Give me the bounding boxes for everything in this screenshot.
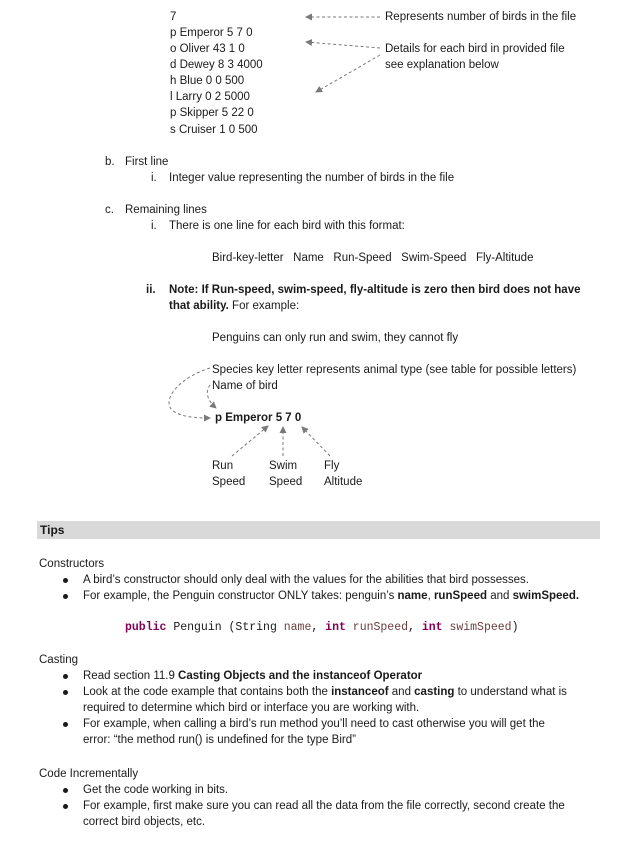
section-b-title: First line	[125, 156, 169, 168]
casting-bullet-1	[83, 669, 422, 683]
bullet-icon	[63, 674, 68, 679]
param-runspeed: runSpeed	[352, 621, 409, 634]
bold-name: name	[397, 590, 428, 602]
text: and	[487, 590, 513, 602]
section-b-marker: b.	[105, 156, 115, 168]
run-label-1: Run	[212, 460, 234, 472]
bullet-icon	[63, 804, 68, 809]
species-label: Species key letter represents animal type (see table for possible letters)	[212, 364, 577, 376]
section-b-sub-text: Integer value representing the number of birds in the file	[169, 172, 455, 184]
arrow-species-curve	[169, 368, 210, 418]
code-part: ,	[311, 621, 326, 634]
casting-bullet-2	[83, 685, 567, 699]
run-label-2: Speed	[212, 476, 246, 488]
bullet-icon	[63, 690, 68, 695]
arrow-details-2	[316, 55, 380, 92]
sample-line: p Emperor 5 7 0	[170, 27, 253, 39]
kw-int: int	[421, 621, 443, 634]
param-name: name	[283, 621, 312, 634]
bold-runspeed: runSpeed	[433, 590, 487, 602]
section-c-sub1-marker: i.	[151, 220, 157, 232]
text: ,	[427, 590, 434, 602]
kw-public: public	[125, 621, 167, 634]
note-rest: For example:	[228, 300, 300, 312]
bullet-icon	[63, 578, 68, 583]
format-line: Bird-key-letter Name Run-Speed Swim-Speed Fly-Altitude	[212, 252, 534, 264]
section-c-marker: c.	[105, 204, 114, 216]
incremental-bullet-1: Get the code working in bits.	[83, 784, 229, 796]
incremental-heading: Code Incrementally	[39, 768, 139, 780]
note-line-1: Note: If Run-speed, swim-speed, fly-altitude is zero then bird does not have	[169, 284, 581, 296]
annotation-count: Represents number of birds in the file	[385, 11, 577, 23]
swim-label-1: Swim	[269, 460, 298, 472]
fly-label-1: Fly	[324, 460, 340, 472]
casting-bullet-2-line-2: required to determine which bird or interface you are working with.	[83, 702, 420, 714]
arrow-details-1	[306, 42, 380, 48]
text: Look at the code example that contains both the	[83, 686, 332, 698]
tips-title: Tips	[40, 523, 65, 537]
kw-int: int	[325, 621, 346, 634]
constructors-heading: Constructors	[39, 558, 105, 570]
sample-line: o Oliver 43 1 0	[170, 43, 245, 55]
text: and	[388, 686, 415, 698]
bullet-icon	[63, 594, 68, 599]
sample-line: h Blue 0 0 500	[170, 75, 245, 87]
casting-bullet-3: For example, when calling a bird’s run method you’ll need to cast otherwise you will get the	[83, 718, 545, 730]
code-part: ,	[408, 621, 422, 634]
bold-section-title: Casting Objects and the instanceof Operator	[178, 670, 423, 682]
section-c-sub1-text: There is one line for each bird with this format:	[169, 220, 405, 232]
sample-line: p Skipper 5 22 0	[170, 107, 254, 119]
text: to understand what is	[454, 686, 567, 698]
arrow-fly	[302, 427, 330, 456]
name-label: Name of bird	[212, 380, 278, 392]
swim-label-2: Speed	[269, 476, 303, 488]
tips-header-bar	[37, 521, 600, 539]
penguin-constructor-code	[125, 621, 518, 635]
note-bold: that ability.	[169, 300, 229, 312]
incremental-bullet-2: For example, first make sure you can read all the data from the file correctly, second create the	[83, 800, 565, 812]
param-swimspeed: swimSpeed	[449, 621, 512, 634]
text: Read section 11.9	[83, 670, 179, 682]
section-c-title: Remaining lines	[125, 204, 207, 216]
bullet-icon	[63, 788, 68, 793]
sample-line: s Cruiser 1 0 500	[170, 124, 258, 136]
arrow-run	[232, 426, 268, 456]
code-part	[346, 621, 353, 634]
bold-instanceof: instanceof	[331, 686, 389, 698]
sample-line: l Larry 0 2 5000	[170, 91, 250, 103]
annotation-details-2: see explanation below	[385, 59, 499, 71]
constructors-bullet-1: A bird’s constructor should only deal with the values for the abilities that bird possesses.	[83, 574, 529, 586]
sample-line: d Dewey 8 3 4000	[170, 59, 263, 71]
bold-swimspeed: swimSpeed.	[512, 590, 580, 602]
fly-label-2: Altitude	[324, 476, 363, 488]
sample-line-count: 7	[170, 11, 177, 23]
casting-bullet-3-line-2: error: “the method run() is undefined for the type Bird”	[83, 734, 356, 746]
diagram-example: p Emperor 5 7 0	[215, 412, 302, 424]
penguin-example: Penguins can only run and swim, they cannot fly	[212, 332, 459, 344]
section-c-sub2-marker: ii.	[146, 284, 156, 296]
section-b-sub-marker: i.	[151, 172, 157, 184]
incremental-bullet-2-line-2: correct bird objects, etc.	[83, 816, 206, 828]
bold-casting: casting	[414, 686, 455, 698]
arrow-name-curve	[207, 385, 216, 408]
code-part: )	[511, 621, 519, 634]
annotation-details: Details for each bird in provided file	[385, 43, 565, 55]
casting-heading: Casting	[39, 654, 78, 666]
bullet-icon	[63, 722, 68, 727]
text: For example, the Penguin constructor ONLY takes: penguin’s	[83, 590, 398, 602]
constructors-bullet-2	[83, 589, 579, 603]
code-part: Penguin (String	[166, 621, 284, 634]
